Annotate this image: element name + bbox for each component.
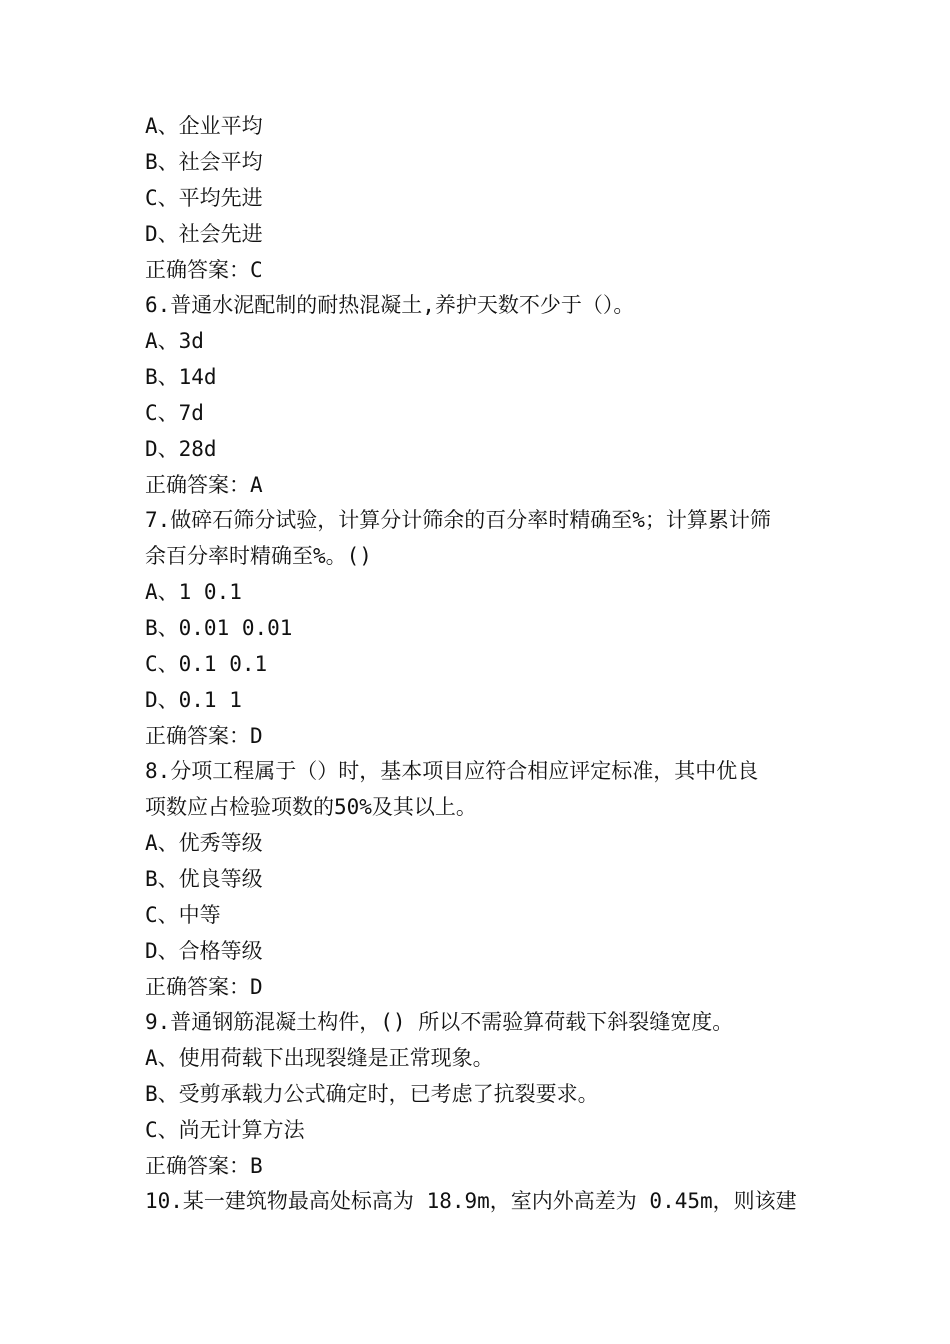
option-a: A、使用荷载下出现裂缝是正常现象。 xyxy=(145,1046,494,1070)
option-c: C、平均先进 xyxy=(145,186,263,210)
answer: 正确答案：D xyxy=(145,724,263,748)
question-7-line-1: 7.做碎石筛分试验，计算分计筛余的百分率时精确至%；计算累计筛 xyxy=(145,508,771,532)
option-b: B、14d xyxy=(145,365,217,389)
option-b: B、受剪承载力公式确定时，已考虑了抗裂要求。 xyxy=(145,1082,599,1106)
option-a: A、1 0.1 xyxy=(145,580,242,604)
option-b: B、优良等级 xyxy=(145,867,263,891)
question-6: 6.普通水泥配制的耐热混凝土,养护天数不少于（）。 xyxy=(145,293,635,317)
answer: 正确答案：C xyxy=(145,258,263,282)
option-a: A、企业平均 xyxy=(145,114,263,138)
answer: 正确答案：A xyxy=(145,473,263,497)
option-d: D、28d xyxy=(145,437,217,461)
option-c: C、尚无计算方法 xyxy=(145,1118,305,1142)
question-9: 9.普通钢筋混凝土构件，() 所以不需验算荷载下斜裂缝宽度。 xyxy=(145,1010,734,1034)
option-d: D、合格等级 xyxy=(145,939,263,963)
option-b: B、社会平均 xyxy=(145,150,263,174)
option-a: A、3d xyxy=(145,329,204,353)
answer: 正确答案：D xyxy=(145,975,263,999)
option-c: C、7d xyxy=(145,401,204,425)
option-b: B、0.01 0.01 xyxy=(145,616,293,640)
option-d: D、0.1 1 xyxy=(145,688,242,712)
question-7-line-2: 余百分率时精确至%。() xyxy=(145,544,372,568)
question-8-line-2: 项数应占检验项数的50%及其以上。 xyxy=(145,795,477,819)
option-c: C、中等 xyxy=(145,903,221,927)
option-d: D、社会先进 xyxy=(145,222,263,246)
question-10: 10.某一建筑物最高处标高为 18.9m，室内外高差为 0.45m，则该建 xyxy=(145,1189,797,1213)
option-a: A、优秀等级 xyxy=(145,831,263,855)
question-8-line-1: 8.分项工程属于（）时，基本项目应符合相应评定标准，其中优良 xyxy=(145,759,759,783)
answer: 正确答案：B xyxy=(145,1154,263,1178)
option-c: C、0.1 0.1 xyxy=(145,652,268,676)
